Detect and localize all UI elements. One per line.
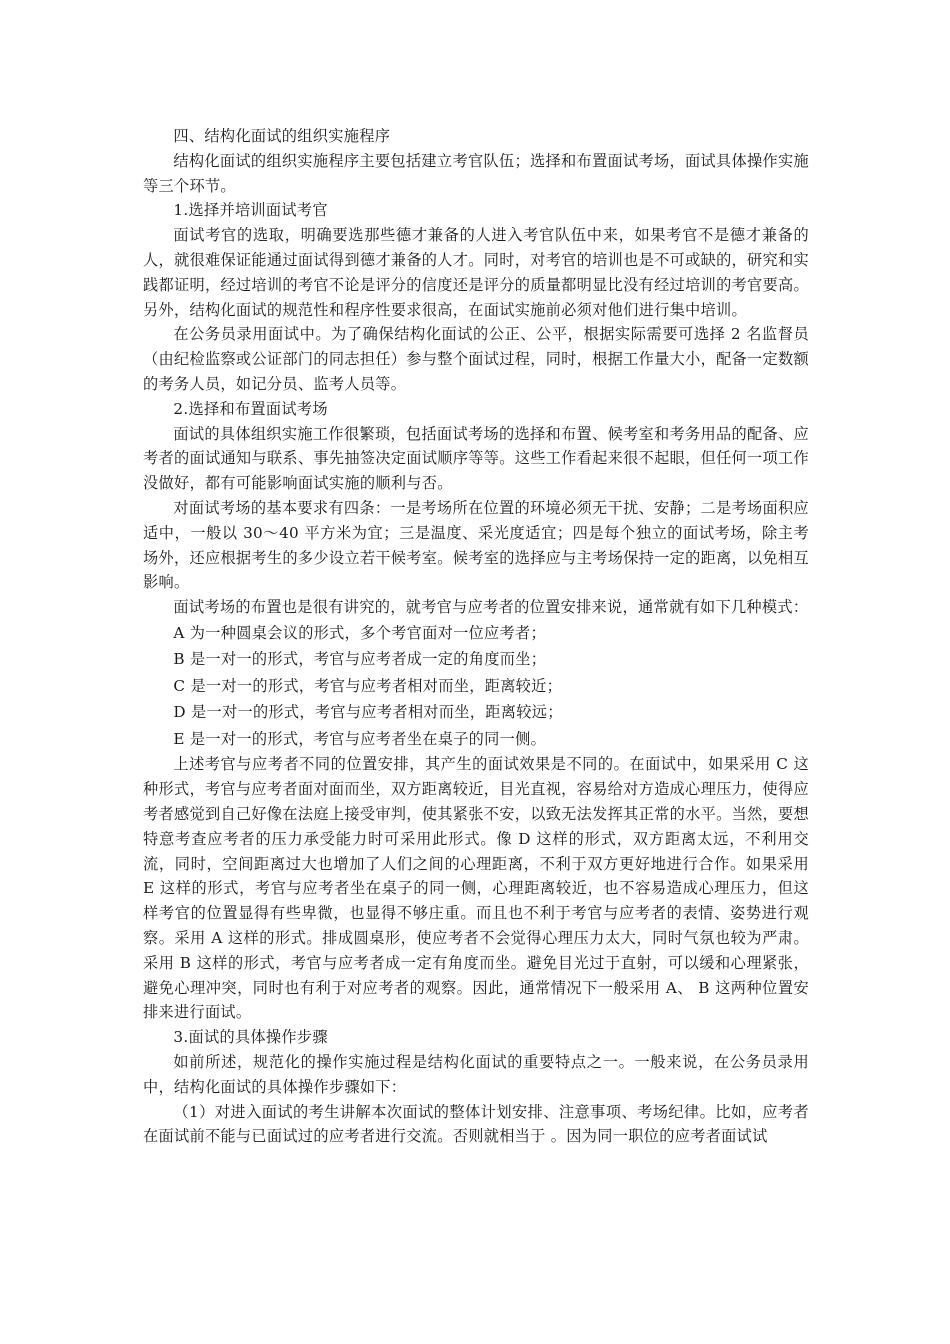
list-item-b: B 是一对一的形式，考官与应考者成一定的角度而坐； xyxy=(173,650,547,669)
document-body xyxy=(143,124,809,1149)
paragraph-6: 上述考官与应考者不同的位置安排，其产生的面试效果是不同的。在面试中，如果采用 C 这种形式，考官与应考者面对面而坐，双方距离较近，目光直视，容易给对方造成心理压力，使得应考者感觉到自己好像在法庭上接受审判，使其紧张不安，以致无法发挥其正常的水平。当然，要想特意考查应考者的压力承受能力时可采用此形式。像 D 这样的形式，双方距离太远，不利用交流，同时，空间距离过大也增加了人们之间的心理距离，不利于双方更好地进行合作。如果采用 E 这样的形式，考官与应考者坐在桌子的同一侧，心理距离较近，也不容易造成心理压力，但这样考官的位置显得有些卑微，也显得不够庄重。而且也不利于考官与应考者的表情、姿势进行观察。采用 A 这样的形式。排成圆桌形，使应考者不会觉得心理压力太大，同时气氛也较为严肃。采用 B 这样的形式，考官与应考者成一定有角度而坐。避免目光过于直射，可以缓和心理紧张，避免心理冲突，同时也有利于对应考者的观察。因此，通常情况下一般采用 A、 B 这两种位置安排来进行面试。 xyxy=(143,755,809,1022)
list-item-e: E 是一对一的形式，考官与应考者坐在桌子的同一侧。 xyxy=(173,729,547,748)
subheading-2: 2.选择和布置面试考场 xyxy=(173,399,328,418)
list-item-a: A 为一种圆桌会议的形式，多个考官面对一位应考者； xyxy=(173,623,546,642)
subheading-3: 3.面试的具体操作步骤 xyxy=(173,1028,328,1047)
subheading-1: 1.选择并培训面试考官 xyxy=(173,201,328,220)
paragraph-4: 对面试考场的基本要求有四条：一是考场所在位置的环境必须无干扰、安静；二是考场面积应适中，一般以 30～40 平方米为宜；三是温度、采光度适宜；四是每个独立的面试考场，除主考场外，还应根据考生的多少设立若干候考室。候考室的选择应与主考场保持一定的距离，以免相互影响。 xyxy=(143,498,809,592)
paragraph-3: 面试的具体组织实施工作很繁琐，包括面试考场的选择和布置、候考室和考务用品的配备、应考者的面试通知与联系、事先抽签决定面试顺序等等。这些工作看起来很不起眼，但任何一项工作没做好，都有可能影响面试实施的顺利与否。 xyxy=(143,424,809,493)
paragraph-2: 在公务员录用面试中。为了确保结构化面试的公正、公平，根据实际需要可选择 2 名监督员（由纪检监察或公证部门的同志担任）参与整个面试过程，同时，根据工作量大小，配备一定数额的考务人员，如记分员、监考人员等。 xyxy=(143,325,809,393)
paragraph-5: 面试考场的布置也是很有讲究的，就考官与应考者的位置安排来说，通常就有如下几种模式： xyxy=(173,598,809,617)
section-title: 四、结构化面试的组织实施程序 xyxy=(173,127,391,145)
paragraph-1: 面试考官的选取，明确要选那些德才兼备的人进入考官队伍中来，如果考官不是德才兼备的人，就很难保证能通过面试得到德才兼备的人才。同时，对考官的培训也是不可或缺的，研究和实践都证明，经过培训的考官不论是评分的信度还是评分的质量都明显比没有经过培训的考官要高。另外，结构化面试的规范性和程序性要求很高，在面试实施前必须对他们进行集中培训。 xyxy=(143,226,809,319)
list-item-c: C 是一对一的形式，考官与应考者相对而坐，距离较近； xyxy=(173,676,563,695)
paragraph-7: 如前所述，规范化的操作实施过程是结构化面试的重要特点之一。一般来说，在公务员录用中，结构化面试的具体操作步骤如下： xyxy=(143,1053,809,1096)
paragraph-intro: 结构化面试的组织实施程序主要包括建立考官队伍；选择和布置面试考场，面试具体操作实施等三个环节。 xyxy=(143,151,809,195)
paragraph-8: （1）对进入面试的考生讲解本次面试的整体计划安排、注意事项、考场纪律。比如，应考者在面试前不能与已面试过的应考者进行交流。否则就相当于 。因为同一职位的应考者面试试 xyxy=(143,1102,809,1146)
list-item-d: D 是一对一的形式，考官与应考者相对而坐，距离较远； xyxy=(173,703,563,722)
